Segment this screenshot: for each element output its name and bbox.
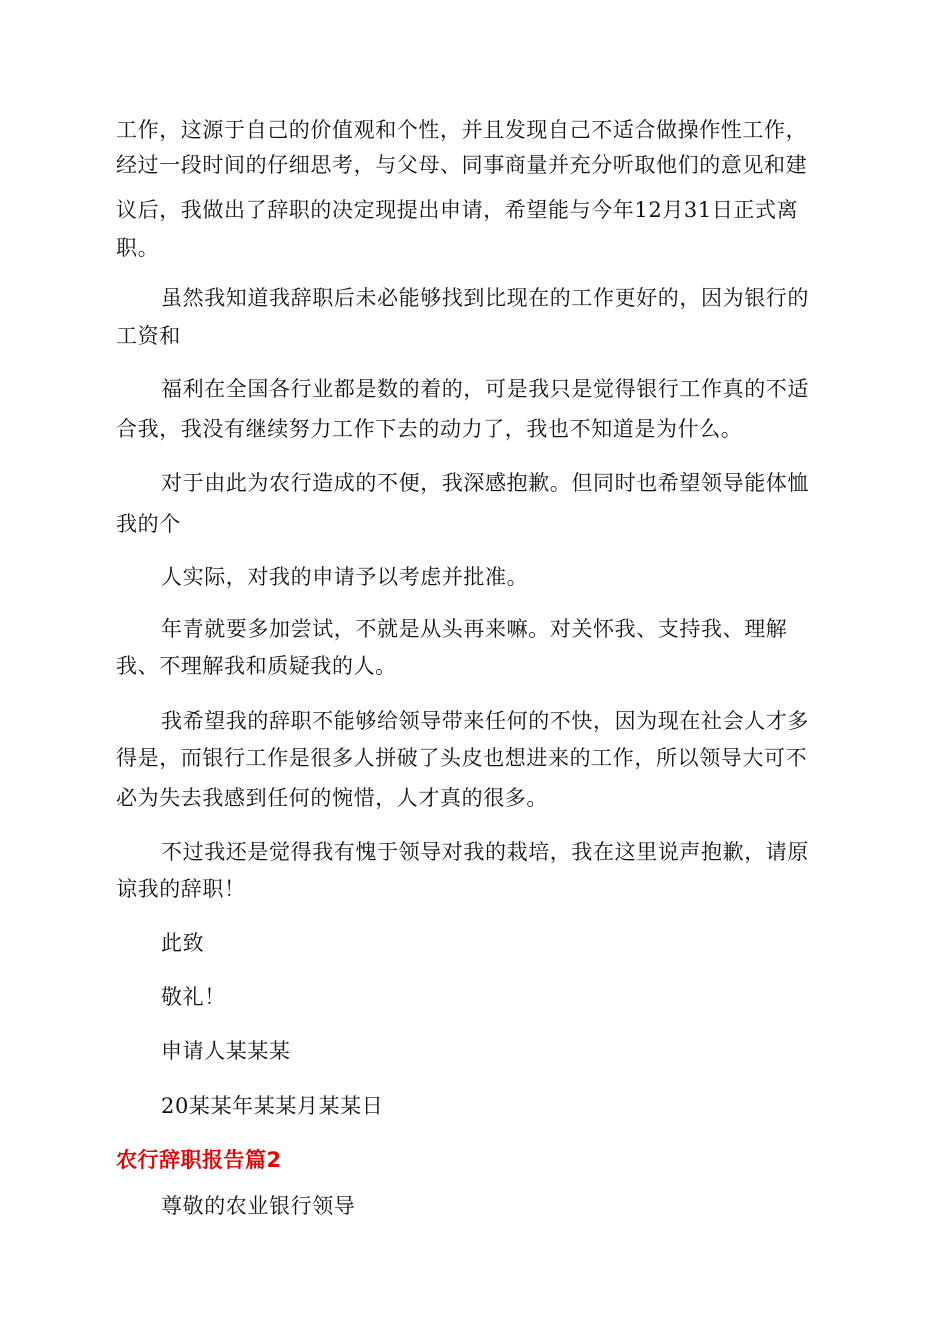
section-heading: 农行辞职报告篇2 [116,1148,282,1172]
salutation: 尊敬的农业银行领导 [161,1194,356,1218]
applicant-name: 申请人某某某 [161,1039,291,1063]
paragraph-line: 我的个 [116,512,181,536]
paragraph-line: 我、不理解我和质疑我的人。 [116,654,397,678]
paragraph-line: 对于由此为农行造成的不便，我深感抱歉。但同时也希望领导能体恤 [161,471,809,495]
letter-date: 20某某年某某月某某日 [161,1094,384,1118]
paragraph-line: 人实际，对我的申请予以考虑并批准。 [161,565,529,589]
paragraph-line: 得是，而银行工作是很多人拼破了头皮也想进来的工作，所以领导大可不 [116,746,808,770]
paragraph-line: 经过一段时间的仔细思考，与父母、同事商量并充分听取他们的意见和建 [116,153,808,177]
paragraph-line: 工作，这源于自己的价值观和个性，并且发现自己不适合做操作性工作， [116,118,808,142]
paragraph-line: 虽然我知道我辞职后未必能够找到比现在的工作更好的，因为银行的 [161,286,809,310]
paragraph-line: 职。 [116,236,160,260]
paragraph-line: 议后，我做出了辞职的决定现提出申请，希望能与今年12月31日正式离 [116,198,799,222]
paragraph-line: 不过我还是觉得我有愧于领导对我的栽培，我在这里说声抱歉，请原 [161,840,809,864]
closing-salute: 敬礼！ [161,985,226,1009]
closing-line: 此致 [161,931,205,955]
paragraph-line: 年青就要多加尝试，不就是从头再来嘛。对关怀我、支持我、理解 [161,617,788,641]
paragraph-line: 工资和 [116,324,181,348]
paragraph-line: 合我，我没有继续努力工作下去的动力了，我也不知道是为什么。 [116,417,743,441]
paragraph-line: 谅我的辞职！ [116,877,246,901]
paragraph-line: 我希望我的辞职不能够给领导带来任何的不快，因为现在社会人才多 [161,709,809,733]
paragraph-line: 福利在全国各行业都是数的着的，可是我只是觉得银行工作真的不适 [161,377,809,401]
paragraph-line: 必为失去我感到任何的惋惜，人才真的很多。 [116,786,548,810]
